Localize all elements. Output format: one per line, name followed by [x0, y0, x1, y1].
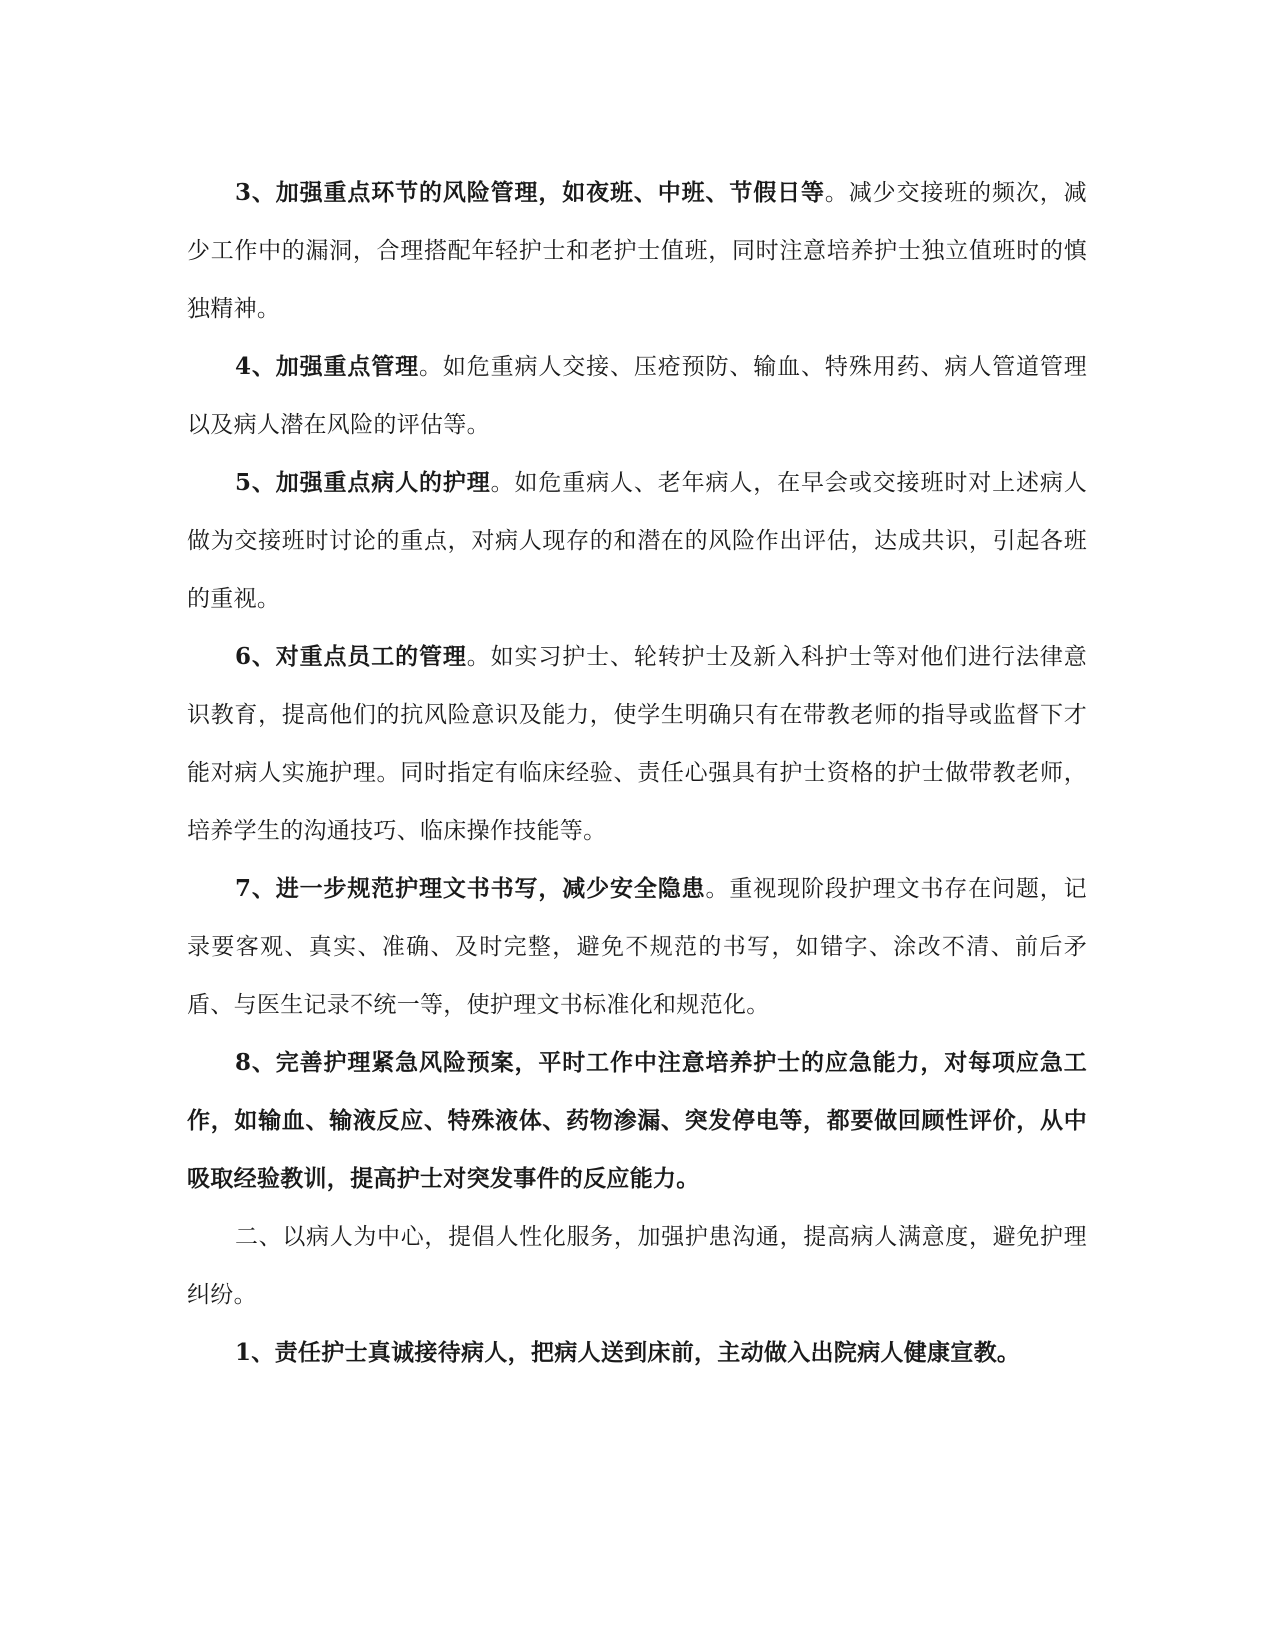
paragraph-7-documentation: [187, 860, 1087, 1034]
paragraph-body: 。减少交接班的频次，减少工作中的漏洞，合理搭配年轻护士和老护士值班，同时注意培养护士独立值班时的慎独精神。: [187, 180, 1087, 322]
paragraph-3-risk-management: [187, 164, 1087, 338]
paragraph-body: 。如实习护士、轮转护士及新入科护士等对他们进行法律意识教育，提高他们的抗风险意识及能力，使学生明确只有在带教老师的指导或监督下才能对病人实施护理。同时指定有临床经验、责任心强具有护士资格的护士做带教老师，培养学生的沟通技巧、临床操作技能等。: [187, 644, 1087, 844]
paragraph-lead: 3、加强重点环节的风险管理，如夜班、中班、节假日等: [235, 179, 825, 206]
paragraph-lead: 7、进一步规范护理文书书写，减少安全隐患: [235, 875, 706, 902]
paragraph-4-key-management: [187, 338, 1087, 454]
paragraph-6-staff-management: [187, 628, 1087, 860]
document-page: [187, 164, 1087, 1382]
paragraph-body: 。如危重病人、老年病人，在早会或交接班时对上述病人做为交接班时讨论的重点，对病人现存的和潜在的风险作出评估，达成共识，引起各班的重视。: [187, 470, 1087, 612]
paragraph-lead: 6、对重点员工的管理: [235, 643, 467, 670]
paragraph-1-patient-reception: 1、责任护士真诚接待病人，把病人送到床前，主动做入出院病人健康宣教。: [235, 1339, 1021, 1366]
paragraph-8-emergency-plan: 8、完善护理紧急风险预案，平时工作中注意培养护士的应急能力，对每项应急工作，如输血、输液反应、特殊液体、药物渗漏、突发停电等，都要做回顾性评价，从中吸取经验教训，提高护士对突发事件的反应能力。: [187, 1049, 1087, 1192]
paragraph-body: 。重视现阶段护理文书存在问题，记录要客观、真实、准确、及时完整，避免不规范的书写，如错字、涂改不清、前后矛盾、与医生记录不统一等，使护理文书标准化和规范化。: [187, 876, 1087, 1018]
paragraph-lead: 5、加强重点病人的护理: [235, 469, 491, 496]
paragraph-5-key-patient-care: [187, 454, 1087, 628]
paragraph-lead: 4、加强重点管理: [235, 353, 420, 380]
section-2-heading: 二、以病人为中心，提倡人性化服务，加强护患沟通，提高病人满意度，避免护理纠纷。: [187, 1224, 1087, 1308]
paragraph-body: 。如危重病人交接、压疮预防、输血、特殊用药、病人管道管理以及病人潜在风险的评估等。: [187, 354, 1088, 438]
